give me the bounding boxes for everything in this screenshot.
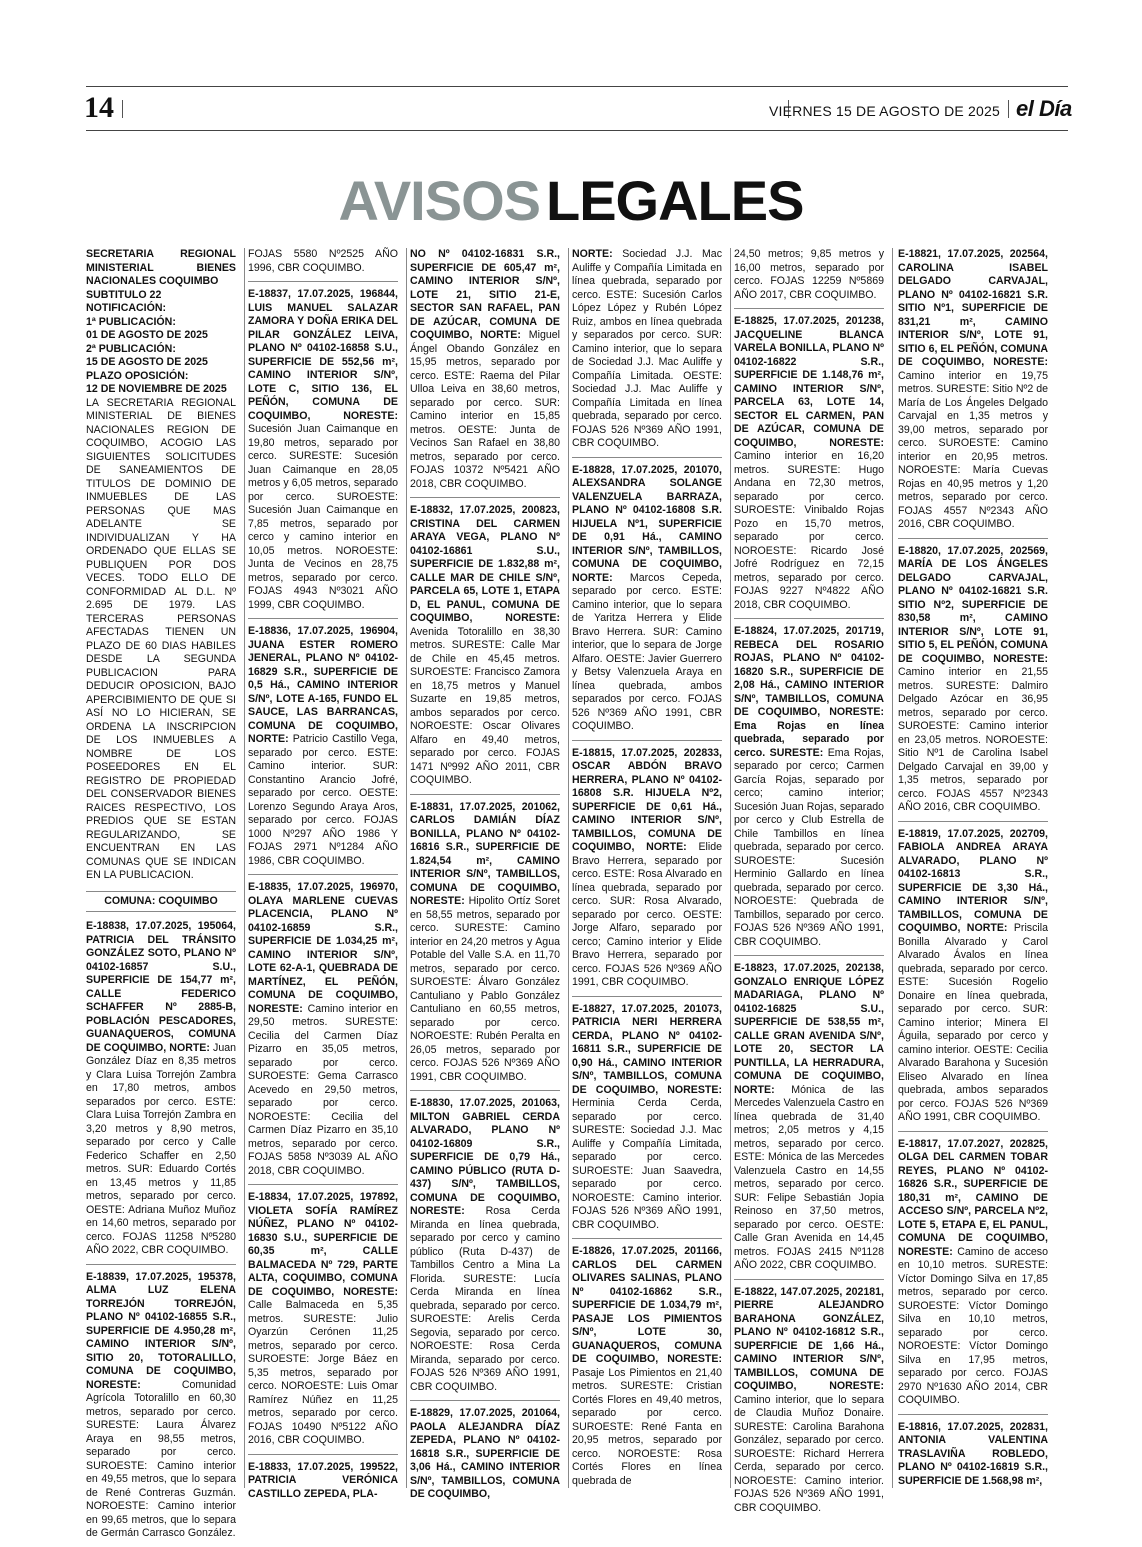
notice-text: Pasaje Los Pimientos en 21,40 metros. SURESTE: Cristian Cortés Flores en 49,40 metros, separado por cerco. SUROESTE: René Fanta en 20,95 metros, separado por cerco. NOROESTE: Rosa Cortés Flores en línea quebrada de [572,1366,722,1487]
legal-notice [898,1421,1048,1495]
notice-heading: E-18830, 17.07.2025, 201063, MILTON GABRIEL CERDA ALVARADO, PLANO Nº 04102-16809 S.R., SUPERFICIE DE 0,79 Há., CAMINO PÚBLICO (RUTA D-437) S/Nº, TAMBILLOS, COMUNA DE COQUIMBO, NORESTE: [410,1097,560,1217]
legal-notice [572,747,722,997]
column-5 [734,248,884,1514]
legal-notice [410,248,560,498]
notice-heading: E-18839, 17.07.2025, 195378, ALMA LUZ ELENA TORREJÓN TORREJÓN, PLANO Nº 04102-16855 S.R., SUPERFICIE DE 4.950,28 m², CAMINO INTERIOR S/Nº, SITIO 20, TOTORALILLO, COMUNA DE COQUIMBO, NORESTE: [86,1270,236,1391]
issue-date: VIERNES 15 DE AGOSTO DE 2025 [769,103,1000,119]
notice-text: Ema Rojas, separado por cerco; Carmen García Rojas, separado por cerco; camino interior; Sucesión Juan Rojas, separado por cerco y Club Estrella de Chile Tambillos en línea quebrada, separado por cerco. SUROESTE: Sucesión Herminio Gallardo en línea quebrada, separado por cerco. NOROESTE: Quebrada de Tambillos, separado por cerco. FOJAS 526 Nº369 AÑO 1991, CBR COQUIMBO. [734,746,884,948]
notice-heading: E-18836, 17.07.2025, 196904, JUANA ESTER ROMERO JENERAL, PLANO Nº 04102-16829 S.R., SUPERFICIE DE 0,5 Há., CAMINO INTERIOR S/Nº, LOTE A-165, FUNDO EL SAUCE, LAS BARRANCAS, COMUNA DE COQUIMBO, NORTE: [248,625,398,745]
intro-line: 2ª PUBLICACIÓN: [86,342,176,355]
section-title [0,168,1142,233]
legal-notice [898,248,1048,539]
column-3 [410,248,560,1500]
notice-heading: NO Nº 04102-16831 S.R., SUPERFICIE DE 605,47 m², CAMINO INTERIOR S/Nº, LOTE 21, SITIO 21-E, SECTOR SAN RAFAEL, PAN DE AZÚCAR, COMUNA DE COQUIMBO, NORTE: [410,248,560,341]
notice-text: Marcos Cepeda, separado por cerco. ESTE: Camino interior, que lo separa de Yaritza Herrera y Elide Bravo Herrera. SUR: Camino interior, que lo separa de Jorge Alfaro. OESTE: Javier Guerrero y Betsy Valenzuela Araya en línea quebrada, ambos separados por cerco. FOJAS 526 Nº369 AÑO 1991, CBR COQUIMBO. [572,571,722,732]
notice-text: Camino de acceso en 10,10 metros. SURESTE: Víctor Domingo Silva en 17,85 metros, separado por cerco. SUROESTE: Víctor Domingo Silva en 10,10 metros, separado por cerco. NOROESTE: Víctor Domingo Silva en 17,95 metros, separado por cerco. FOJAS 2970 Nº1630 AÑO 2014, CBR COQUIMBO. [898,1245,1048,1406]
column-4 [572,248,722,1493]
intro-line: SUBTITULO 22 [86,288,162,301]
legal-notice [410,504,560,795]
notice-text: Camino interior en 29,50 metros. SURESTE: Cecilia del Carmen Díaz Pizarro en 35,05 metros, separado por cerco. SUROESTE: Gema Carrasco Acevedo en 29,50 metros, separado por cerco. NOROESTE: Cecilia del Carmen Díaz Pizarro en 35,10 metros, separado por cerco. FOJAS 5858 Nº3039 AL AÑO 2018, CBR COQUIMBO. [248,1002,398,1177]
notice-heading: E-18823, 17.07.2025, 202138, GONZALO ENRIQUE LÓPEZ MADARIAGA, PLANO Nº 04102-16825 S.U., SUPERFICIE DE 538,55 m², CALLE GRAN AVENIDA S/Nº, LOTE 20, SECTOR LA PUNTILLA, LA HERRADURA, COMUNA DE COQUIMBO, NORTE: [734,962,884,1096]
legal-notice [248,1461,398,1508]
notice-text: Camino interior en 16,20 metros. SURESTE: Hugo Andana en 72,30 metros, separado por cerco. SUROESTE: Vinibaldo Rojas Pozo en 15,70 metros, separado por cerco. NOROESTE: Ricardo José Jofré Rodríguez en 72,15 metros, separado por cerco. FOJAS 9227 Nº4822 AÑO 2018, CBR COQUIMBO. [734,450,884,611]
intro-line: SECRETARIA REGIONAL MINISTERIAL BIENES NACIONALES COQUIMBO [86,248,236,287]
notice-text: 24,50 metros; 9,85 metros y 16,00 metros, separado por cerco. FOJAS 12259 Nº5869 AÑO 2017, CBR COQUIMBO. [734,248,884,301]
notice-text: Elide Bravo Herrera, separado por cerco. ESTE: Rosa Alvarado en línea quebrada, separado por cerco. SUR: Rosa Alvarado, separado por cerco. OESTE: Jorge Alfaro, separado por cerco; Camino interior y Elide Bravo Herrera, separado por cerco. FOJAS 526 Nº369 AÑO 1991, CBR COQUIMBO. [572,841,722,988]
section-title-word1: AVISOS [338,169,540,232]
legal-notice [86,920,236,1265]
notice-heading: E-18816, 17.07.2025, 202831, ANTONIA VALENTINA TRASLAVIÑA ROBLEDO, PLANO Nº 04102-16819 S.R., SUPERFICIE DE 1.568,98 m², [898,1420,1048,1487]
notice-text: Juan González Díaz en 8,35 metros y Clara Luisa Torrejón Zambra en 17,80 metros, ambos separados por cerco. ESTE: Clara Luisa Torrejón Zambra en 3,20 metros y 8,90 metros, separado por cerco y Calle Federico Schaffer en 2,50 metros. SUR: Eduardo Cortés en 13,45 metros y 11,85 metros, separado por cerco. OESTE: Adriana Muñoz Muñoz en 14,60 metros, separado por cerco. FOJAS 11258 Nº5280 AÑO 2022, CBR COQUIMBO. [86,1041,236,1256]
notice-text: Rosa Cerda Miranda en línea quebrada, separado por cerco y camino público (Ruta D-437) de Tambillos Centro a Mina La Florida. SURESTE: Lucía Cerda Miranda en línea quebrada, separado por cerco. SUROESTE: Arelis Cerda Segovia, separado por cerco. NOROESTE: Rosa Cerda Miranda, separado por cerco. FOJAS 526 Nº369 AÑO 1991, CBR COQUIMBO. [410,1205,560,1393]
notice-text: Miguel Ángel Obando González en 15,95 metros, separado por cerco. ESTE: Raema del Pilar Ulloa Leiva en 38,60 metros, separado por cerco. SUR: Camino interior en 15,85 metros. OESTE: Junta de Vecinos San Rafael en 38,80 metros, separado por cerco. FOJAS 10372 Nº5421 AÑO 2018, CBR COQUIMBO. [410,329,560,490]
legal-notice [248,625,398,875]
notice-heading: E-18829, 17.07.2025, 201064, PAOLA ALEJANDRA DÍAZ ZEPEDA, PLANO Nº 04102-16818 S.R., SUPERFICIE DE 3,06 Há., CAMINO INTERIOR S/Nº, TAMBILLOS, COMUNA DE COQUIMBO, [410,1407,560,1500]
legal-notice [86,1271,236,1547]
intro-body: LA SECRETARIA REGIONAL MINISTERIAL DE BIENES NACIONALES REGION DE COQUIMBO, ACOGIO LAS SIGUIENTES SOLICITUDES DE SANEAMIENTOS DE TITULOS DE DOMINIO DE INMUEBLES DE LAS PERSONAS QUE MAS ADELANTE SE INDIVIDUALIZAN Y HA ORDENADO QUE ELLAS SE PUBLIQUEN POR DOS VECES. TODO ELLO DE CONFORMIDAD AL D.L. Nº 2.695 DE 1979. LAS TERCERAS PERSONAS AFECTADAS TIENEN UN PLAZO DE 60 DIAS HABILES DESDE LA SEGUNDA PUBLICACION PARA DEDUCIR OPOSICION, BAJO APERCIBIMIENTO DE QUE SI ASÍ NO LO HICIERAN, SE ORDENA LA INSCRIPCION DE LOS INMUEBLES A NOMBRE DE LOS POSEEDORES EN EL REGISTRO DE PROPIEDAD DEL CONSERVADOR BIENES RAICES RESPECTIVO, LOS PREDIOS QUE SE ESTAN REGULARIZANDO, SE ENCUENTRAN EN LAS COMUNAS QUE SE INDICAN EN LA PUBLICACION. [86,396,236,881]
notice-heading: E-18833, 17.07.2025, 199522, PATRICIA VERÓNICA CASTILLO ZEPEDA, PLA- [248,1460,398,1500]
legal-notice [572,464,722,741]
notice-text: Hipolito Ortíz Soret en 58,55 metros, separado por cerco. SURESTE: Camino interior en 24,20 metros y Agua Potable del Valle S.A. en 11,70 metros, separado por cerco. SUROESTE: Álvaro González Cantuliano y Pablo González Cantuliano en 60,55 metros, separado por cerco. NOROESTE: Rubén Peralta en 26,05 metros, separado por cerco. FOJAS 526 Nº369 AÑO 1991, CBR COQUIMBO. [410,895,560,1083]
intro-line: NOTIFICACIÓN: [86,302,167,314]
notice-heading: E-18838, 17.07.2025, 195064, PATRICIA DEL TRÁNSITO GONZÁLEZ SOTO, PLANO Nº 04102-16857 S.U., SUPERFICIE DE 154,77 m², CALLE FEDERICO SCHAFFER Nº 2885-B, POBLACIÓN PESCADORES, GUANAQUEROS, COMUNA DE COQUIMBO, NORTE: [86,920,236,1054]
newspaper-logo: el Día [1016,96,1072,121]
column-rule [244,248,245,1488]
notice-heading: E-18822, 147.07.2025, 202181, PIERRE ALEJANDRO BARAHONA GONZÁLEZ, PLANO Nº 04102-16812 S.R., SUPERFICIE DE 1,66 Há., CAMINO INTERIOR S/Nº, TAMBILLOS, COMUNA DE COQUIMBO, NORESTE: [734,1285,884,1392]
notice-text: Herminia Cerda Cerda, separado por cerco. SURESTE: Sociedad J.J. Mac Auliffe y Compañía Limitada, separado por cerco. SUROESTE: Juan Saavedra, separado por cerco. NOROESTE: Camino interior. FOJAS 526 Nº369 AÑO 1991, CBR COQUIMBO. [572,1097,722,1231]
legal-notice [734,962,884,1280]
notice-heading: E-18825, 17.07.2025, 201238, JACQUELINE BLANCA VARELA BONILLA, PLANO Nº 04102-16822 S.R., SUPERFICIE DE 1.148,76 m², CAMINO INTERIOR S/Nº, PARCELA 63, LOTE 14, SECTOR EL CARMEN, PAN DE AZÚCAR, COMUNA DE COQUIMBO, NORESTE: [734,315,884,449]
legal-notice [572,248,722,458]
legal-notice [248,881,398,1185]
divider [1008,100,1009,118]
page-number: 14 [84,91,114,124]
legal-notice [248,248,398,282]
notice-heading: E-18828, 17.07.2025, 201070, ALEXSANDRA SOLANGE VALENZUELA BARRAZA, PLANO Nº 04102-16808 S.R. HIJUELA Nº1, SUPERFICIE DE 0,91 Há., CAMINO INTERIOR S/Nº, TAMBILLOS, COMUNA DE COQUIMBO, NORTE: [572,463,722,584]
notice-text: Mónica de las Mercedes Valenzuela Castro en línea quebrada de 31,40 metros; 2,05 metros y 4,15 metros, separado por cerco. ESTE: Mónica de las Mercedes Valenzuela Castro en 14,55 metros, separado por cerco. SUR: Felipe Sebastián Jopia Reinoso en 37,50 metros, separado por cerco. OESTE: Calle Gran Avenida en 14,45 metros. FOJAS 2415 Nº1128 AÑO 2022, CBR COQUIMBO. [734,1083,884,1271]
legal-notice [898,828,1048,1132]
notice-text: Camino interior en 21,55 metros. SURESTE: Dalmiro Delgado Azócar en 36,95 metros, separado por cerco. SUROESTE: Camino interior en 23,05 metros. NOROESTE: Sitio Nº1 de Carolina Isabel Delgado Carvajal en 39,00 y 1,35 metros, separado por cerco. FOJAS 4557 Nº2343 AÑO 2016, CBR COQUIMBO. [898,666,1048,813]
intro-block [86,248,236,883]
legal-notice [734,315,884,619]
notice-heading: E-18819, 17.07.2025, 202709, FABIOLA ANDREA ARAYA ALVARADO, PLANO Nº 04102-16813 S.R., SUPERFICIE DE 3,30 Há., CAMINO INTERIOR S/Nº, TAMBILLOS, COMUNA DE COQUIMBO, NORTE: [898,827,1048,934]
notice-text: Avenida Totoralillo en 38,30 metros. SURESTE: Calle Mar de Chile en 45,45 metros. SUROESTE: Francisco Zamora en 18,75 metros y Manuel Suzarte en 19,85 metros, ambos separados por cerco. NOROESTE: Oscar Olivares Alfaro en 49,40 metros, separado por cerco. FOJAS 1471 Nº992 AÑO 2011, CBR COQUIMBO. [410,625,560,786]
legal-notice [248,288,398,619]
column-1 [86,248,236,1539]
header-rule [86,130,1068,131]
section-title-word2: LEGALES [546,169,804,232]
notice-heading: E-18834, 17.07.2025, 197892, VIOLETA SOFÍA RAMÍREZ NÚÑEZ, PLANO Nº 04102-16830 S.U., SUPERFICIE DE 60,35 m², CALLE BALMACEDA Nº 729, PARTE ALTA, COQUIMBO, COMUNA DE COQUIMBO, NORESTE: [248,1191,398,1298]
legal-notice [248,1191,398,1455]
notice-text: Comunidad Agrícola Totoralillo en 60,30 metros, separado por cerco. SURESTE: Laura Álvarez Araya en 98,55 metros, separado por cerco. SUROESTE: Camino interior en 49,55 metros, que lo separa de René Contreras Guzmán. NOROESTE: Camino interior en 99,65 metros, que lo separa de Germán Carrasco González. [86,1378,236,1539]
intro-line: 01 DE AGOSTO DE 2025 [86,329,208,341]
legal-notice [572,1003,722,1240]
legal-notice [410,1097,560,1401]
column-rule [730,248,731,1488]
notice-heading: E-18831, 17.07.2025, 201062, CARLOS DAMIÁN DÍAZ BONILLA, PLANO Nº 04102-16816 S.R., SUPERFICIE DE 1.824,54 m², CAMINO INTERIOR S/Nº, TAMBILLOS, COMUNA DE COQUIMBO, NORESTE: [410,800,560,907]
intro-line: 1ª PUBLICACIÓN: [86,315,176,328]
column-rule [568,248,569,1488]
notice-heading: NORTE: [572,248,613,260]
notice-text: Sociedad J.J. Mac Auliffe y Compañía Limitada en línea quebrada, separado por cerco. ESTE: Sucesión Carlos López López y Rubén López Ruiz, ambos en línea quebrada y separados por cerco. SUR: Camino interior, que lo separa de Sociedad J.J. Mac Auliffe y Compañía Limitada. OESTE: Sociedad J.J. Mac Auliffe y Compañía Limitada en línea quebrada, separado por cerco. FOJAS 526 Nº369 AÑO 1991, CBR COQUIMBO. [572,248,722,449]
notice-heading: E-18832, 17.07.2025, 200823, CRISTINA DEL CARMEN ARAYA VEGA, PLANO Nº 04102-16861 S.U., SUPERFICIE DE 1.832,88 m², CALLE MAR DE CHILE S/Nº, PARCELA 65, LOTE 1, ETAPA D, EL PANUL, COMUNA DE COQUIMBO, NORESTE: [410,504,560,624]
legal-notice [734,248,884,309]
notice-text: Camino interior en 19,75 metros. SURESTE: Sitio Nº2 de María de Los Ángeles Delgado Carvajal en 1,35 metros y 39,00 metros, separado por cerco. SUROESTE: Camino interior en 20,95 metros. NOROESTE: María Cuevas Rojas en 40,95 metros y 1,20 metros, separado por cerco. FOJAS 4557 Nº2343 AÑO 2016, CBR COQUIMBO. [898,369,1048,530]
notice-heading: E-18821, 17.07.2025, 202564, CAROLINA ISABEL DELGADO CARVAJAL, PLANO Nº 04102-16821 S.R. SITIO Nº1, SUPERFICIE DE 831,21 m², CAMINO INTERIOR S/Nº, LOTE 91, SITIO 6, EL PEÑÓN, COMUNA DE COQUIMBO, NORESTE: [898,248,1048,368]
notice-text: Calle Balmaceda en 5,35 metros. SURESTE: Julio Oyarzún Cerónen 11,25 metros, separado por cerco. SUROESTE: Jorge Báez en 5,35 metros, separado por cerco. NOROESTE: Luis Omar Ramírez Núñez en 11,25 metros, separado por cerco. FOJAS 10490 Nº5122 AÑO 2016, CBR COQUIMBO. [248,1299,398,1446]
notice-text: Priscila Bonilla Alvarado y Carol Alvarado Ávalos en línea quebrada, separado por cerco. ESTE: Sucesión Rogelio Donaire en línea quebrada, separado por cerco. SUR: Camino interior; Minera El Águila, separado por cerco y camino interior. OESTE: Cecilia Alvarado Barahona y Sucesión Eliseo Alvarado en línea quebrada, ambos separados por cerco. FOJAS 526 Nº369 AÑO 1991, CBR COQUIMBO. [898,922,1048,1123]
legal-notice [898,545,1048,822]
notice-heading: E-18835, 17.07.2025, 196970, OLAYA MARLENE CUEVAS PLACENCIA, PLANO Nº 04102-16859 S.R., SUPERFICIE DE 1.034,25 m², CAMINO INTERIOR S/Nº, LOTE 62-A-1, QUEBRADA DE MARTÍNEZ, EL PEÑÓN, COMUNA DE COQUIMBO, NORESTE: [248,881,398,1015]
legal-notice [572,1245,722,1494]
legal-notice [734,625,884,956]
intro-line: 12 DE NOVIEMBRE DE 2025 [86,383,227,395]
notice-heading: E-18837, 17.07.2025, 196844, LUIS MANUEL SALAZAR ZAMORA Y DOÑA ERIKA DEL PILAR GONZÁLEZ LEIVA, PLANO Nº 04102-16858 S.U., SUPERFICIE DE 552,56 m², CAMINO INTERIOR S/Nº, LOTE C, SITIO 136, EL PEÑÓN, COMUNA DE COQUIMBO, NORESTE: [248,288,398,422]
notice-heading: E-18827, 17.07.2025, 201073, PATRICIA NERI HERRERA CERDA, PLANO Nº 04102-16811 S.R., SUPERFICIE DE 0,90 Há., CAMINO INTERIOR S/Nº, TAMBILLOS, COMUNA DE COQUIMBO, NORESTE: [572,1002,722,1096]
comuna-heading: COMUNA: COQUIMBO [86,891,236,913]
column-rule [406,248,407,1488]
divider [122,100,123,118]
notice-heading: E-18820, 17.07.2025, 202569, MARÍA DE LOS ÁNGELES DELGADO CARVAJAL, PLANO Nº 04102-16821 S.R. SITIO Nº2, SUPERFICIE DE 830,58 m², CAMINO INTERIOR S/Nº, LOTE 91, SITIO 5, EL PEÑÓN, COMUNA DE COQUIMBO, NORESTE: [898,544,1048,665]
notice-text: Sucesión Juan Caimanque en 19,80 metros, separado por cerco. SURESTE: Sucesión Juan Caimanque en 28,05 metros y 6,05 metros, separado por cerco. SUROESTE: Sucesión Juan Caimanque en 7,85 metros, separado por cerco y camino interior en 10,05 metros. NOROESTE: Junta de Vecinos en 28,75 metros, separado por cerco. FOJAS 4943 Nº3021 AÑO 1999, CBR COQUIMBO. [248,423,398,611]
notice-text: FOJAS 5580 Nº2525 AÑO 1996, CBR COQUIMBO. [248,248,398,274]
legal-notice [734,1286,884,1522]
intro-line: PLAZO OPOSICIÓN: [86,369,189,382]
notice-text: Patricio Castillo Vega, separado por cerco. ESTE: Camino interior. SUR: Constantino Arancio Jofré, separado por cerco. OESTE: Lorenzo Segundo Araya Aros, separado por cerco. FOJAS 1000 Nº297 AÑO 1986 Y FOJAS 2971 Nº1284 AÑO 1986, CBR COQUIMBO. [248,733,398,867]
column-rule [892,248,893,1488]
notice-heading: E-18824, 17.07.2025, 201719, REBECA DEL ROSARIO ROJAS, PLANO Nº 04102-16820 S.R., SUPERFICIE DE 2,08 Há., CAMINO INTERIOR S/Nº, TAMBILLOS, COMUNA DE COQUIMBO, NORESTE: Ema Rojas en línea quebrada, separado por cerco. SURESTE: [734,625,884,759]
column-2 [248,248,398,1500]
notice-heading: E-18826, 17.07.2025, 201166, CARLOS DEL CARMEN OLIVARES SALINAS, PLANO Nº 04102-16862 S.R., SUPERFICIE DE 1.034,79 m², PASAJE LOS PIMIENTOS S/Nº, LOTE 30, GUANAQUEROS, COMUNA DE COQUIMBO, NORESTE: [572,1245,722,1365]
notice-heading: E-18815, 17.07.2025, 202833, OSCAR ABDÓN BRAVO HERRERA, PLANO Nº 04102-16808 S.R. HIJUELA Nº2, SUPERFICIE DE 0,61 Há., CAMINO INTERIOR S/Nº, TAMBILLOS, COMUNA DE COQUIMBO, NORTE: [572,746,722,853]
notice-text: Camino interior, que lo separa de Claudia Muñoz Donaire. SURESTE: Carolina Barahona González, separado por cerco. SUROESTE: Richard Herrera Cerda, separado por cerco. NOROESTE: Camino interior. FOJAS 526 Nº369 AÑO 1991, CBR COQUIMBO. [734,1393,884,1514]
top-rule [86,86,1068,87]
column-6 [898,248,1048,1493]
legal-notice [898,1138,1048,1415]
legal-notice [410,1407,560,1508]
intro-line: 15 DE AGOSTO DE 2025 [86,356,208,368]
notice-heading: E-18817, 17.07.2027, 202825, OLGA DEL CARMEN TOBAR REYES, PLANO Nº 04102-16826 S.R., SUPERFICIE DE 180,31 m², CAMINO DE ACCESO S/Nº, PARCELA Nº2, LOTE 5, ETAPA E, EL PANUL, COMUNA DE COQUIMBO, NORESTE: [898,1137,1048,1258]
legal-notice [410,801,560,1092]
